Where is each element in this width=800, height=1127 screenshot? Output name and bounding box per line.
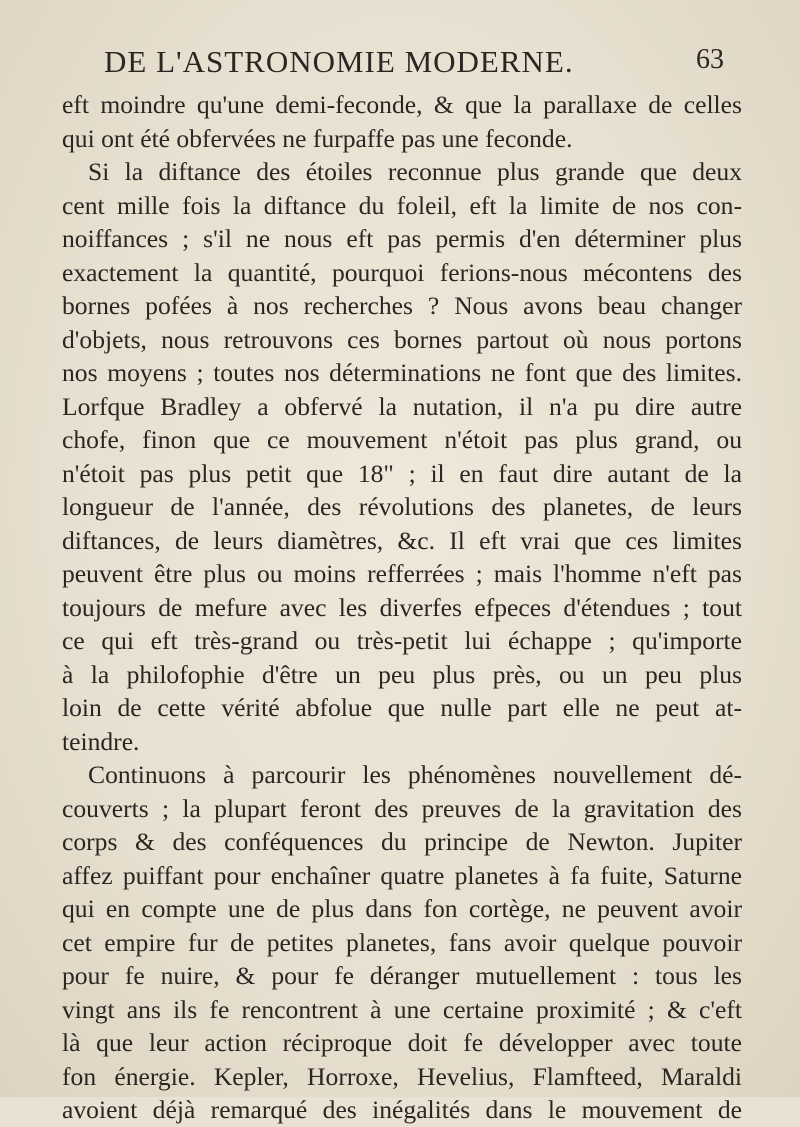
text-line: bornes pofées à nos recherches ? Nous avons beau changer	[62, 291, 742, 320]
running-header	[104, 44, 724, 84]
text-line: diftances, de leurs diamètres, &c. Il eft vrai que ces limites	[62, 525, 742, 555]
text-line: Continuons à parcourir les phénomènes nouvellement dé-	[88, 760, 742, 789]
body-text	[62, 88, 742, 1127]
text-line: Lorfque Bradley a obfervé la nutation, il n'a pu dire autre	[62, 391, 742, 421]
running-title: DE L'ASTRONOMIE MODERNE.	[104, 44, 574, 79]
text-line: exactement la quantité, pourquoi ferions-nous mécontens des	[62, 257, 742, 287]
text-line: là que leur action réciproque doit fe développer avec toute	[62, 1028, 742, 1057]
text-line: cet empire fur de petites planetes, fans avoir quelque pouvoir	[62, 927, 742, 957]
text-line: toujours de mefure avec les diverfes efpeces d'étendues ; tout	[62, 592, 742, 622]
text-line: vingt ans ils fe rencontrent à une certaine proximité ; & c'eft	[62, 994, 742, 1024]
text-line: ce qui eft très-grand ou très-petit lui échappe ; qu'importe	[62, 626, 742, 655]
text-line: corps & des conféquences du principe de Newton. Jupiter	[62, 827, 742, 856]
text-line: avoient déjà remarqué des inégalités dans le mouvement de	[62, 1095, 742, 1124]
text-line: cent mille fois la diftance du foleil, eft la limite de nos con-	[62, 190, 742, 220]
text-line: à la philofophie d'être un peu plus près, ou un peu plus	[62, 659, 742, 689]
page-number: 63	[696, 44, 724, 75]
text-line: chofe, finon que ce mouvement n'étoit pas plus grand, ou	[62, 425, 742, 454]
text-line: qui ont été obfervées ne furpaffe pas une feconde.	[62, 123, 573, 153]
text-line: d'objets, nous retrouvons ces bornes partout où nous portons	[62, 324, 742, 354]
text-line: fon énergie. Kepler, Horroxe, Hevelius, Flamfteed, Maraldi	[62, 1061, 742, 1091]
text-line: affez puiffant pour enchaîner quatre planetes à fa fuite, Saturne	[62, 860, 742, 890]
text-line: eft moindre qu'une demi-feconde, & que la parallaxe de celles	[62, 90, 742, 119]
text-line: Si la diftance des étoiles reconnue plus grande que deux	[88, 157, 742, 186]
text-line: nos moyens ; toutes nos déterminations ne font que des limites.	[62, 358, 742, 387]
text-line: pour fe nuire, & pour fe déranger mutuellement : tous les	[62, 961, 742, 990]
text-line: n'étoit pas plus petit que 18" ; il en faut dire autant de la	[62, 458, 742, 488]
text-line: teindre.	[62, 726, 140, 756]
text-line: peuvent être plus ou moins refferrées ; mais l'homme n'eft pas	[62, 559, 742, 588]
text-line: noiffances ; s'il ne nous eft pas permis d'en déterminer plus	[62, 224, 742, 253]
text-line: loin de cette vérité abfolue que nulle part elle ne peut at-	[62, 693, 742, 722]
text-line: longueur de l'année, des révolutions des planetes, de leurs	[62, 492, 742, 521]
text-line: couverts ; la plupart feront des preuves de la gravitation des	[62, 793, 742, 823]
text-line: qui en compte une de plus dans fon cortège, ne peuvent avoir	[62, 894, 742, 923]
